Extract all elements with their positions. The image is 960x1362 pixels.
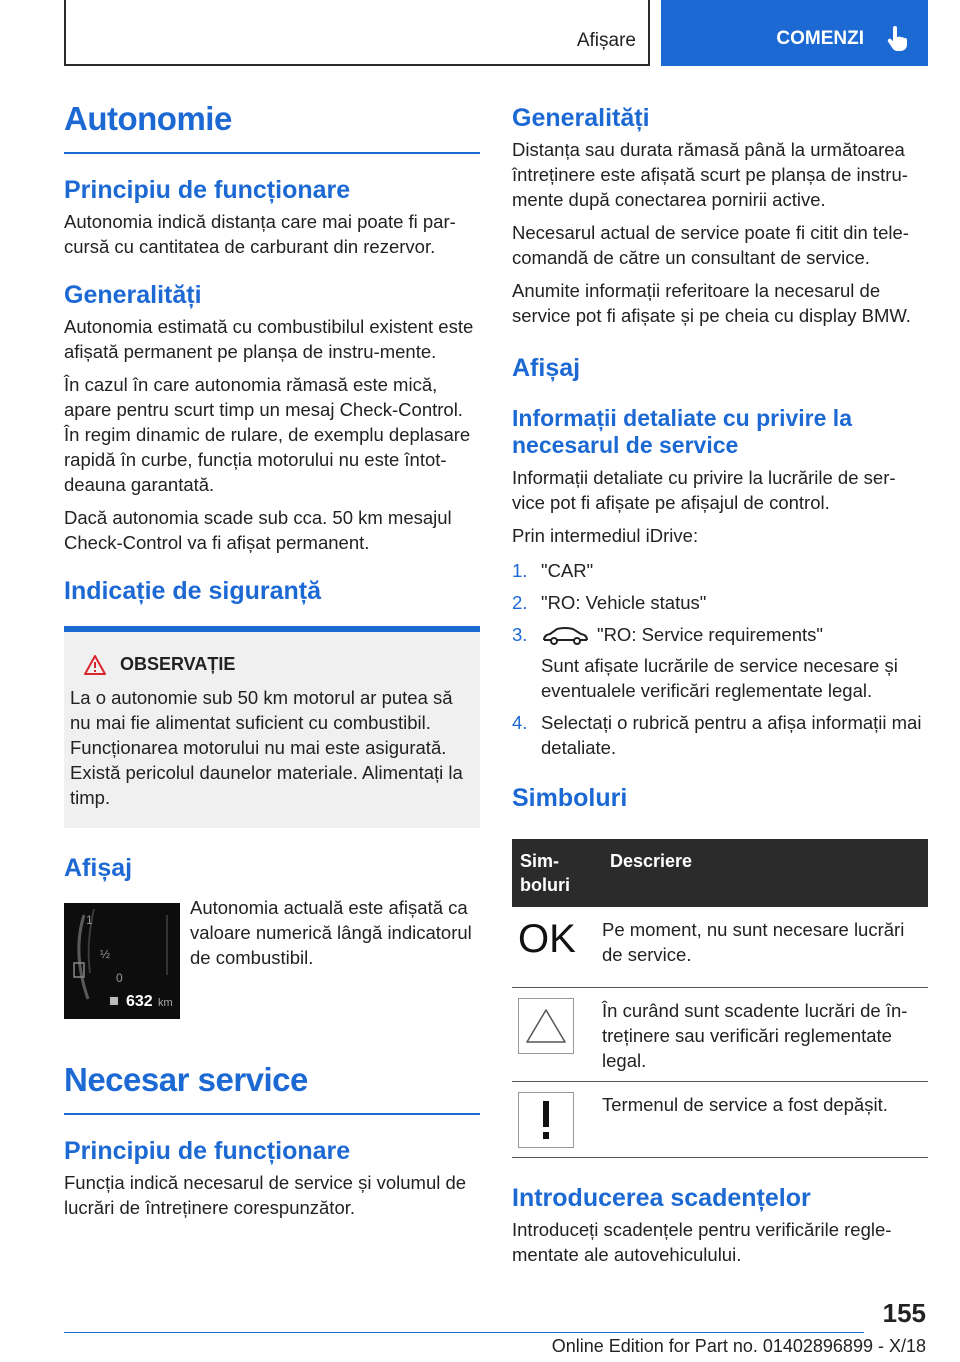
heading-generalitati: Generalități — [64, 281, 202, 309]
step-text: "RO: Vehicle status" — [541, 592, 707, 613]
text-generalitati-2: În cazul în care autonomia rămasă este mică, apare pentru scurt timp un mesaj Check-Control. În regim dinamic de rulare, de exemplu deplasare rapidă în curbe, funcția motorului nu este întot-deauna garantată. — [64, 374, 471, 495]
text-gen-service-2: Necesarul actual de service poate fi citit din tele-comandă de către un consultant de service. — [512, 222, 909, 268]
right-column — [512, 100, 928, 1275]
text-prin-idrive: Prin intermediul iDrive: — [512, 525, 699, 546]
step-subtext: Sunt afișate lucrările de service necesare și eventualele verificări reglementate legal. — [541, 655, 898, 701]
gauge-tick-0: 0 — [116, 971, 123, 985]
list-item — [512, 622, 928, 703]
col-header-simboluri: Sim-boluri — [512, 839, 602, 907]
exclamation-icon — [536, 1098, 556, 1142]
heading-afisaj: Afișaj — [64, 854, 133, 882]
warning-triangle-icon — [84, 655, 106, 675]
gauge-tick-1: 1 — [86, 913, 93, 927]
instrument-cluster-image — [64, 903, 180, 1019]
heading-necesar-service: Necesar service — [64, 1061, 480, 1115]
text-info-detaliate: Informații detaliate cu privire la lucrările de ser-vice pot fi afișate pe afișajul de control. — [512, 467, 896, 513]
idrive-steps-list — [512, 558, 928, 760]
list-item — [512, 558, 928, 583]
header-tab-label: COMENZI — [776, 28, 864, 49]
symbols-table — [512, 839, 928, 1158]
list-item — [512, 590, 928, 615]
text-principiu-service: Funcția indică necesarul de service și volumul de lucrări de întreținere corespunzător. — [64, 1172, 467, 1218]
desc-cell: Pe moment, nu sunt necesare lucrări de service. — [602, 907, 928, 988]
step-text: "RO: Service requirements" — [597, 624, 823, 645]
range-value: 632 — [126, 993, 153, 1010]
step-number: 4. — [512, 712, 528, 733]
footer-divider — [64, 1332, 864, 1333]
safety-notice-box — [64, 626, 480, 828]
step-number: 1. — [512, 560, 528, 581]
page-number: 155 — [882, 1298, 926, 1328]
footer-edition: Online Edition for Part no. 01402896899 - X/18 — [551, 1336, 926, 1356]
step-number: 2. — [512, 592, 528, 613]
table-row — [512, 1082, 928, 1158]
car-service-icon — [541, 626, 589, 646]
range-unit: km — [158, 997, 173, 1009]
header-section-title: Afișare — [576, 30, 636, 51]
warning-triangle-icon — [524, 1007, 568, 1045]
text-generalitati-1: Autonomia estimată cu combustibilul existent este afișată permanent pe planșa de instru-mente. — [64, 316, 474, 362]
heading-introducerea-scadentelor: Introducerea scadențelor — [512, 1184, 811, 1212]
text-gen-service-1: Distanța sau durata rămasă până la următoarea întreținere este afișată scurt pe planșa de instru-mente după conectarea pornirii active. — [512, 139, 908, 210]
step-text: Selectați o rubrică pentru a afișa informații mai detaliate. — [541, 712, 922, 758]
gauge-tick-half: ½ — [100, 947, 111, 961]
header-section-box — [64, 0, 650, 66]
symbol-cell — [512, 988, 602, 1082]
pointing-hand-icon — [884, 26, 910, 52]
ok-symbol: OK — [518, 917, 576, 961]
text-afisaj: Autonomia actuală este afișată ca valoare numerică lângă indicatorul de combustibil. — [190, 897, 472, 968]
header-tab-comenzi[interactable] — [661, 0, 928, 66]
text-introducerea-scadentelor: Introduceți scadențele pentru verificările regle-mentate ale autovehiculului. — [512, 1219, 892, 1265]
left-column — [64, 100, 480, 1228]
desc-cell: Termenul de service a fost depășit. — [602, 1082, 928, 1158]
table-row — [512, 988, 928, 1082]
table-header-row — [512, 839, 928, 907]
heading-principiu-service: Principiu de funcționare — [64, 1137, 351, 1165]
heading-informatii-detaliate: Informații detaliate cu privire la necesarul de service — [512, 405, 852, 458]
heading-simboluri: Simboluri — [512, 784, 628, 812]
notice-header — [84, 654, 470, 675]
exclamation-symbol-box — [518, 1092, 574, 1148]
notice-text: La o autonomie sub 50 km motorul ar putea să nu mai fie alimentat suficient cu combustibil. Funcționarea motorului nu mai este asigurată. Există pericolul daunelor materiale. Alimentați la timp. — [70, 687, 463, 808]
step-text: "CAR" — [541, 560, 594, 581]
text-generalitati-3: Dacă autonomia scade sub cca. 50 km mesajul Check-Control va fi afișat permanent. — [64, 507, 452, 553]
col-header-descriere: Descriere — [602, 839, 928, 907]
symbol-cell — [512, 907, 602, 988]
table-row — [512, 907, 928, 988]
text-gen-service-3: Anumite informații referitoare la necesarul de service pot fi afișate și pe cheia cu display BMW. — [512, 280, 911, 326]
heading-principiu: Principiu de funcționare — [64, 176, 351, 204]
desc-cell: În curând sunt scadente lucrări de în-treținere sau verificări reglementate legal. — [602, 988, 928, 1082]
notice-label: OBSERVAȚIE — [120, 654, 236, 674]
step-number: 3. — [512, 624, 528, 645]
symbol-cell — [512, 1082, 602, 1158]
heading-generalitati-service: Generalități — [512, 104, 650, 132]
text-principiu: Autonomia indică distanța care mai poate fi par-cursă cu cantitatea de carburant din rezervor. — [64, 211, 456, 257]
list-item — [512, 710, 928, 760]
heading-indicatie-siguranta: Indicație de siguranță — [64, 577, 322, 605]
afisaj-row — [64, 895, 480, 1019]
heading-afisaj-service: Afișaj — [512, 354, 581, 382]
warning-triangle-symbol-box — [518, 998, 574, 1054]
heading-autonomie: Autonomie — [64, 100, 480, 154]
